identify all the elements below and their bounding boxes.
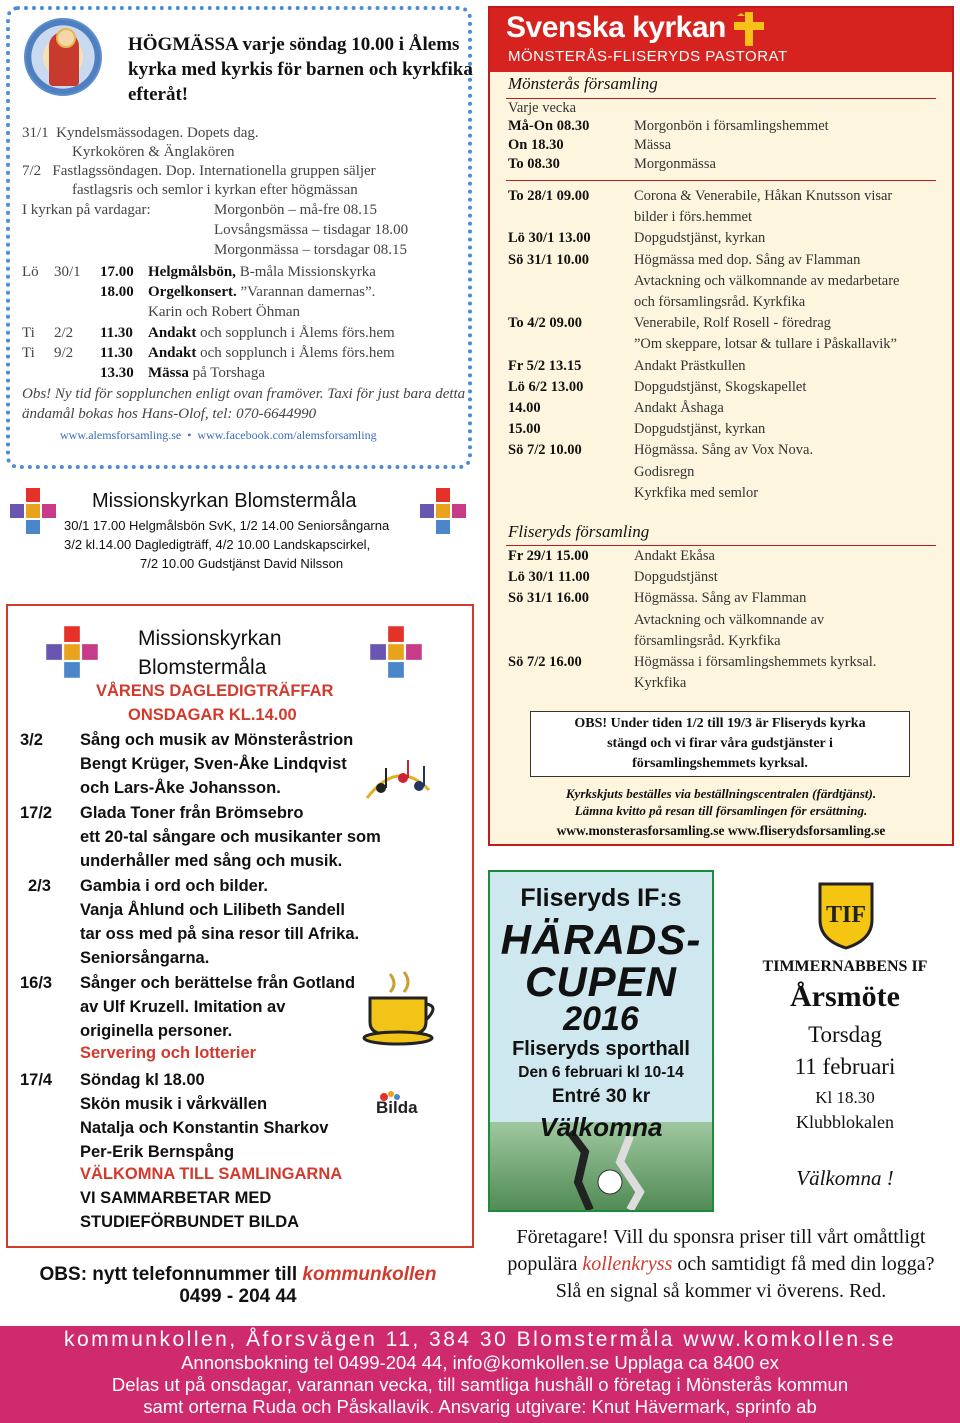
hogmassa-box <box>6 6 472 469</box>
svk-row: Sö 7/2 10.00 Högmässa. Sång av Vox Nova. <box>508 442 814 459</box>
item-text: Glada Toner från Brömsebro ett 20-tal sångare och musikanter som underhåller med sång och musik. <box>80 804 381 870</box>
svk-header <box>490 8 952 72</box>
tif-day: Torsdag <box>808 1022 882 1047</box>
svk-row: Avtackning och välkomnande av medarbetare <box>634 272 900 289</box>
cup-date: Den 6 februari kl 10-14 <box>518 1064 684 1081</box>
weekday-morgonbon: Morgonbön – må-fre 08.15 <box>214 202 378 218</box>
svk-heading: Fliseryds församling <box>508 522 650 541</box>
footer-line: samt orterna Ruda och Påskallavik. Ansvarig utgivare: Knut Hävermark, sprinfo ab <box>143 1396 817 1417</box>
svk-crown-icon <box>734 12 764 51</box>
svk-row: Kyrkfika <box>634 675 687 692</box>
svk-row: Kyrkfika med semlor <box>634 484 759 501</box>
svk-row: församlingsråd. Kyrkfika <box>634 632 781 649</box>
hogmassa-title: HÖGMÄSSA varje söndag 10.00 i Ålems kyrka med kyrkis för barnen och kyrkfika efteråt! <box>128 34 473 105</box>
timmernabben-arsmote <box>736 870 954 1212</box>
missionskyrkan-dagledig <box>6 604 474 1248</box>
tif-shield-icon <box>816 880 876 955</box>
church-emblem-icon <box>24 18 102 96</box>
missionskyrkan-small <box>6 478 472 578</box>
svk-row: Avtackning och välkomnande av <box>634 611 825 628</box>
cup-venue: Fliseryds sporthall <box>512 1038 690 1060</box>
cup-year: 2016 <box>563 1000 639 1038</box>
svk-event-list <box>508 186 938 506</box>
svk-row: To 4/2 09.00 Venerabile, Rolf Rosell - föredrag <box>508 315 831 332</box>
coop-text: VI SAMMARBETAR MED <box>80 1189 272 1207</box>
cross-mosaic-icon <box>44 624 100 685</box>
svk-row: Sö 31/1 10.00 Högmässa med dop. Sång av Flamman <box>508 251 861 268</box>
line-fastlagsris: fastlagsris och semlor i kyrkan efter högmässan <box>72 182 358 198</box>
line-3101: 31/1 Kyndelsmässodagen. Dopets dag. <box>22 125 259 141</box>
dagledig-subtitle-2: ONSDAGAR KL.14.00 <box>128 706 297 724</box>
cross-mosaic-icon <box>368 624 424 685</box>
event-row: Ti 9/2 11.30 Andakt och sopplunch i Ålems förs.hem <box>22 345 395 361</box>
music-notes-icon <box>363 754 433 815</box>
svk-heading: Mönsterås församling <box>508 74 658 93</box>
missionskyrkan-line: 3/2 kl.14.00 Dagledigträff, 4/2 10.00 Landskapscirkel, <box>64 537 371 552</box>
line-0702: 7/2 Fastlagssöndagen. Dop. Internationella gruppen säljer <box>22 163 376 179</box>
weekdays-label: I kyrkan på vardagar: <box>22 202 151 218</box>
alem-links: www.alemsforsamling.se • www.facebook.com/alemsforsamling <box>60 428 377 442</box>
tif-time: Kl 18.30 <box>815 1088 875 1107</box>
alem-website-link[interactable]: www.alemsforsamling.se <box>60 428 182 442</box>
taxi-note-2: ändamål bokas hos Hans-Olof, tel: 070-6644990 <box>22 406 317 422</box>
publisher-footer <box>0 1326 960 1423</box>
tif-date: 11 februari <box>794 1054 896 1079</box>
footer-line: Annonsbokning tel 0499-204 44, info@komkollen.se Upplaga ca 8400 ex <box>181 1352 779 1373</box>
item-date: 2/3 <box>28 877 51 895</box>
event-row: Karin och Robert Öhman <box>148 304 301 320</box>
svk-row: Må-On 08.30 Morgonbön i församlingshemmet <box>508 118 829 134</box>
svk-row: Fr 5/2 13.15 Andakt Prästkullen <box>508 357 746 374</box>
item-text: Söndag kl 18.00 Skön musik i vårkvällen Natalja och Konstantin Sharkov Per-Erik Bernspång <box>80 1071 329 1161</box>
svk-row: On 18.30 Mässa <box>508 137 672 153</box>
svg-text:Bilda: Bilda <box>376 1098 418 1116</box>
item-text: Gambia i ord och bilder. Vanja Åhlund och Lilibeth Sandell tar oss med på sina resor till Afrika. Seniorsångarna. <box>80 877 360 967</box>
weekday-lovsang: Lovsångsmässa – tisdagar 18.00 <box>214 222 409 238</box>
tif-title: Årsmöte <box>790 980 900 1013</box>
svk-row: To 28/1 09.00 Corona & Venerabile, Håkan Knutsson visar <box>508 188 893 204</box>
cup-title-2: CUPEN <box>524 958 678 1005</box>
cross-mosaic-icon <box>418 486 468 541</box>
svk-row: Lö 30/1 13.00 Dopgudstjänst, kyrkan <box>508 230 766 247</box>
cup-welcome: Välkomna <box>539 1112 663 1142</box>
sponsor-ad: Företagare! Vill du sponsra priser till vårt omåttligt populära kollenkryss och samtidigt få med din logga? Slå en signal så kommer vi överens. Red. <box>507 1226 935 1302</box>
item-text: Sånger och berättelse från Gotland av Ulf Kruzell. Imitation av originella personer. <box>80 974 356 1040</box>
weekday-morgonmassa: Morgonmässa – torsdagar 08.15 <box>214 242 408 258</box>
tif-welcome: Välkomna ! <box>796 1166 894 1190</box>
haradscupen-poster <box>488 870 714 1212</box>
fliseryd-closed-notice: OBS! Under tiden 1/2 till 19/3 är Fliseryds kyrka stängd och vi firar våra gudstjänster i församlingshemmets kyrksal. <box>530 711 910 777</box>
missionskyrkan-line: 7/2 10.00 Gudstjänst David Nilsson <box>140 556 344 571</box>
event-row: 13.30 Mässa på Torshaga <box>100 365 265 381</box>
svk-row: Godisregn <box>634 463 695 480</box>
tif-place: Klubblokalen <box>796 1112 894 1132</box>
svk-row: 14.00 Andakt Åshaga <box>508 400 724 416</box>
svk-row: ”Om skeppare, lotsar & tullare i Påskallavik” <box>634 336 897 353</box>
item-date: 16/3 <box>20 974 53 992</box>
taxi-note: Obs! Ny tid för sopplunchen enligt ovan framöver. Taxi för just bara detta <box>22 386 466 402</box>
svk-row: Fr 29/1 15.00 Andakt Ekåsa <box>508 548 715 564</box>
cup-title: HÄRADS- <box>500 916 702 963</box>
cup-price: Entré 30 kr <box>551 1086 651 1107</box>
svk-logo-text: Svenska kyrkan <box>506 11 726 44</box>
kyrkskjuts-note: Kyrkskjuts beställes via beställningscentralen (färdtjänst). <box>565 786 877 801</box>
item-date: 17/4 <box>20 1071 53 1089</box>
alem-facebook-link[interactable]: www.facebook.com/alemsforsamling <box>197 428 377 442</box>
svk-row: Lö 30/1 11.00 Dopgudstjänst <box>508 569 718 586</box>
fl-event-list <box>508 546 938 696</box>
svk-row: 15.00 Dopgudstjänst, kyrkan <box>508 421 766 438</box>
svk-row: To 08.30 Morgonmässa <box>508 156 716 172</box>
new-phone-notice: OBS: nytt telefonnummer till kommunkollen 0499 - 204 44 <box>39 1264 437 1307</box>
dagledig-subtitle: VÅRENS DAGLEDIGTRÄFFAR <box>96 682 334 700</box>
svenska-kyrkan-box <box>488 6 954 846</box>
kyrkskjuts-note-2: Lämna kvitto på resan till församlingen för ersättning. <box>574 803 868 818</box>
event-row: Lö 30/1 17.00 Helgmålsbön, B-måla Missionskyrka <box>22 264 376 280</box>
dagledig-title: Missionskyrkan Blomstermåla <box>138 627 282 679</box>
line-korer: Kyrkokören & Änglakören <box>72 144 235 160</box>
event-row: 18.00 Orgelkonsert. ”Varannan damernas”. <box>100 284 376 300</box>
missionskyrkan-small-title: Missionskyrkan Blomstermåla <box>92 490 357 512</box>
svk-row: Lö 6/2 13.00 Dopgudstjänst, Skogskapellet <box>508 378 807 395</box>
svk-row: och församlingsråd. Kyrkfika <box>634 294 806 310</box>
bilda-logo <box>374 1090 444 1116</box>
svk-row: Varje vecka <box>508 100 577 116</box>
missionskyrkan-line: 30/1 17.00 Helgmålsbön SvK, 1/2 14.00 Seniorsångarna <box>64 518 390 533</box>
svk-links[interactable]: www.monsterasforsamling.se www.fliserydsforsamling.se <box>556 823 886 838</box>
footer-line: Delas ut på onsdagar, varannan vecka, till samtliga hushåll o företag i Mönsterås kommun <box>111 1374 849 1395</box>
coop-text-2: STUDIEFÖRBUNDET BILDA <box>80 1213 300 1231</box>
servering-text: Servering och lotterier <box>80 1044 257 1062</box>
svk-pastorat: MÖNSTERÅS-FLISERYDS PASTORAT <box>508 48 788 65</box>
coffee-cup-icon <box>360 970 450 1051</box>
welcome-text: VÄLKOMNA TILL SAMLINGARNA <box>80 1165 343 1183</box>
item-text: Sång och musik av Mönsteråstrion Bengt Krüger, Sven-Åke Lindqvist och Lars-Åke Johansson. <box>80 731 354 797</box>
item-date: 3/2 <box>20 731 43 749</box>
item-date: 17/2 <box>20 804 53 822</box>
cup-host: Fliseryds IF:s <box>520 884 682 912</box>
svk-row: Sö 31/1 16.00 Högmässa. Sång av Flamman <box>508 590 807 607</box>
footer-line: kommunkollen, Åforsvägen 11, 384 30 Blomstermåla www.komkollen.se <box>63 1328 897 1351</box>
tif-club-name: TIMMERNABBENS IF <box>762 958 928 975</box>
event-row: Ti 2/2 11.30 Andakt och sopplunch i Ålems förs.hem <box>22 325 395 341</box>
svk-row: bilder i förs.hemmet <box>634 209 752 226</box>
svg-text:TIF: TIF <box>825 902 867 928</box>
svk-row: Sö 7/2 16.00 Högmässa i församlingshemmets kyrksal. <box>508 654 877 670</box>
cross-mosaic-icon <box>8 486 58 541</box>
